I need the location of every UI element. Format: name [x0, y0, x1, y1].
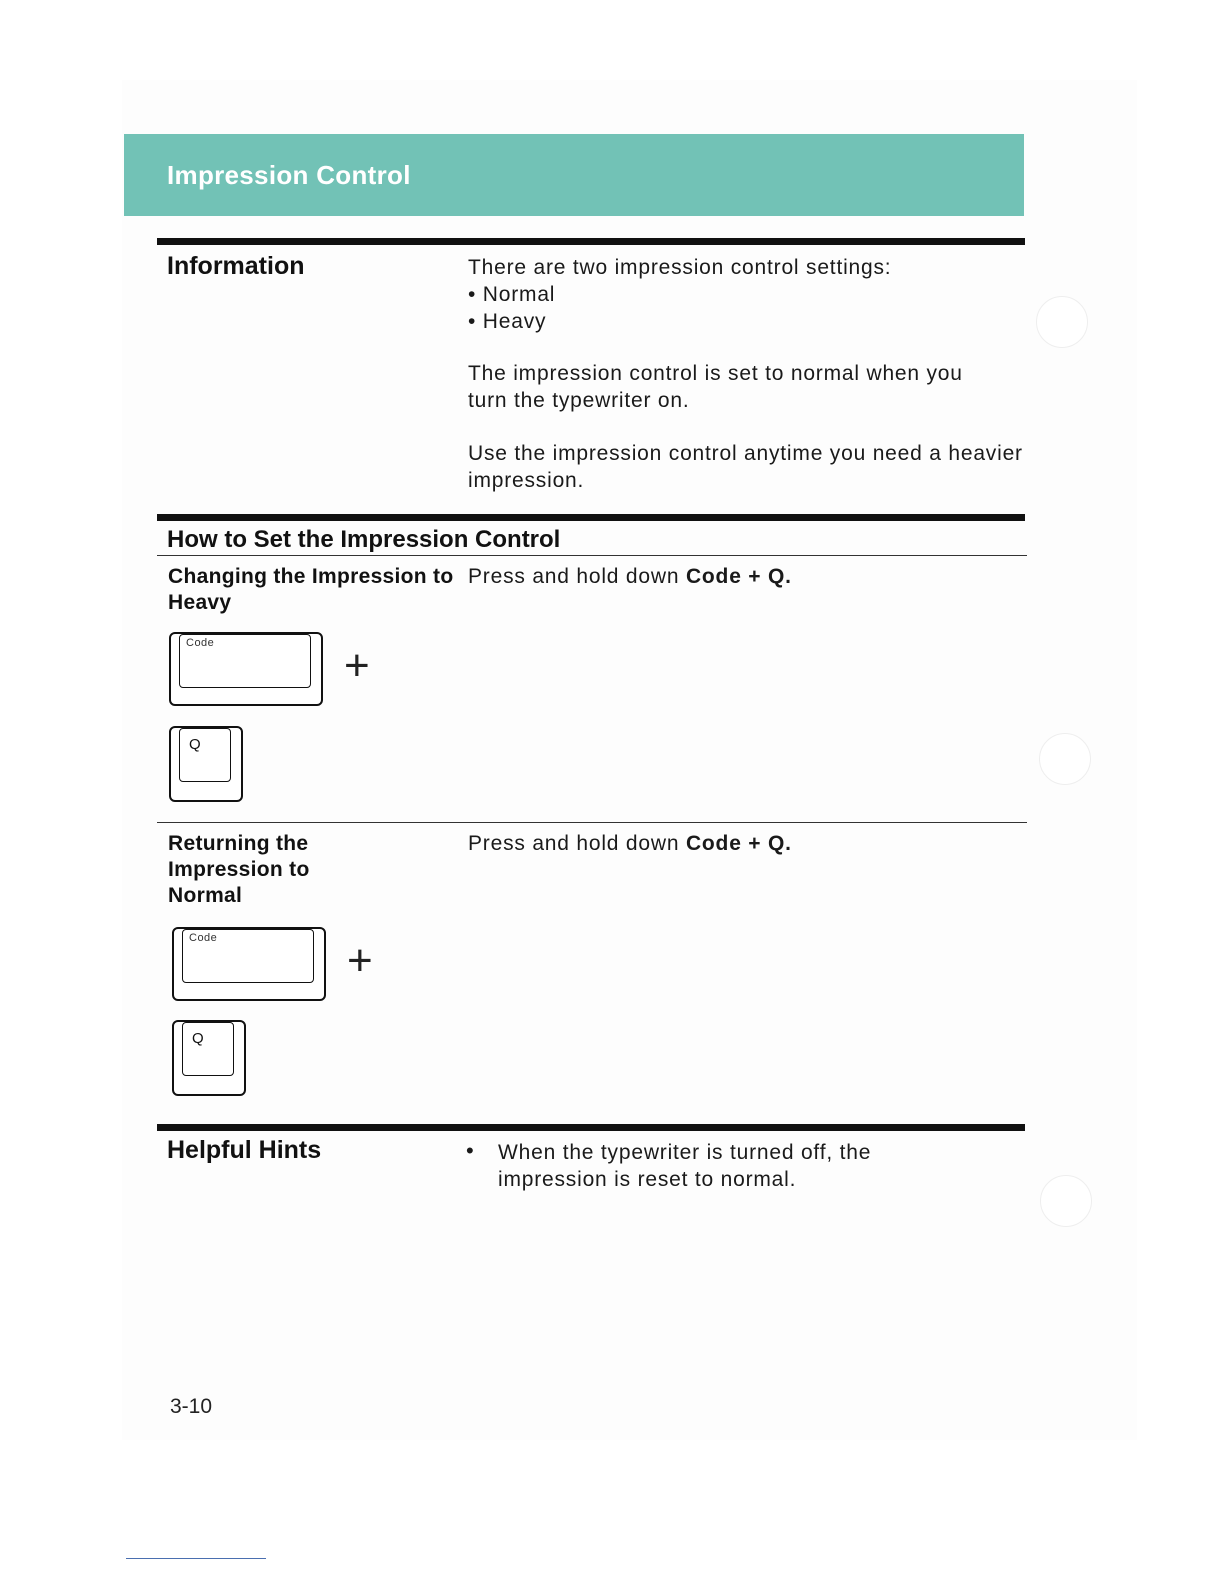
information-intro: There are two impression control settings: [468, 256, 892, 279]
code-key-label: Code [186, 637, 215, 649]
instruction-keys: Code + Q. [685, 832, 792, 855]
how-to-heading: How to Set the Impression Control [167, 526, 561, 553]
footer-divider [126, 1558, 266, 1559]
hint-item: When the typewriter is turned off, the impression is reset to normal. [498, 1141, 872, 1191]
page-number: 3-10 [170, 1395, 213, 1418]
hint-bullet: • [466, 1138, 474, 1163]
page-title: Impression Control [167, 160, 411, 190]
q-key-label: Q [189, 736, 202, 753]
instruction-text: Press and hold down [468, 565, 686, 588]
section-divider [157, 1124, 1025, 1131]
section-divider [157, 514, 1025, 521]
setting-normal: • Normal [468, 283, 556, 306]
instruction-keys: Code + Q. [685, 565, 792, 588]
code-key-label: Code [189, 932, 218, 944]
setting-heavy: • Heavy [468, 310, 547, 333]
subsection-divider [157, 555, 1027, 556]
section-banner [124, 134, 1024, 216]
information-paragraph-2: Use the impression control anytime you need a heavier impression. [468, 442, 1023, 492]
instruction-text: Press and hold down [468, 832, 686, 855]
plus-symbol: + [344, 641, 370, 690]
plus-symbol: + [347, 936, 373, 985]
information-paragraph-1: The impression control is set to normal when you turn the typewriter on. [468, 362, 963, 412]
binder-hole-icon [1039, 733, 1091, 785]
helpful-hints-heading: Helpful Hints [167, 1136, 322, 1164]
step-heading-heavy: Changing the Impression to Heavy [168, 565, 454, 614]
information-body [468, 254, 1028, 335]
section-divider [157, 238, 1025, 245]
step-instruction-normal [468, 830, 792, 857]
binder-hole-icon [1040, 1175, 1092, 1227]
q-key-icon [169, 726, 243, 802]
q-key-label: Q [192, 1030, 205, 1047]
step-heading-normal: Returning the Impression to Normal [168, 832, 310, 907]
information-heading: Information [167, 252, 305, 280]
subsection-divider [157, 822, 1027, 823]
code-key-icon [169, 632, 323, 706]
binder-hole-icon [1036, 296, 1088, 348]
q-key-icon [172, 1020, 246, 1096]
step-instruction-heavy [468, 563, 792, 590]
code-key-icon [172, 927, 326, 1001]
